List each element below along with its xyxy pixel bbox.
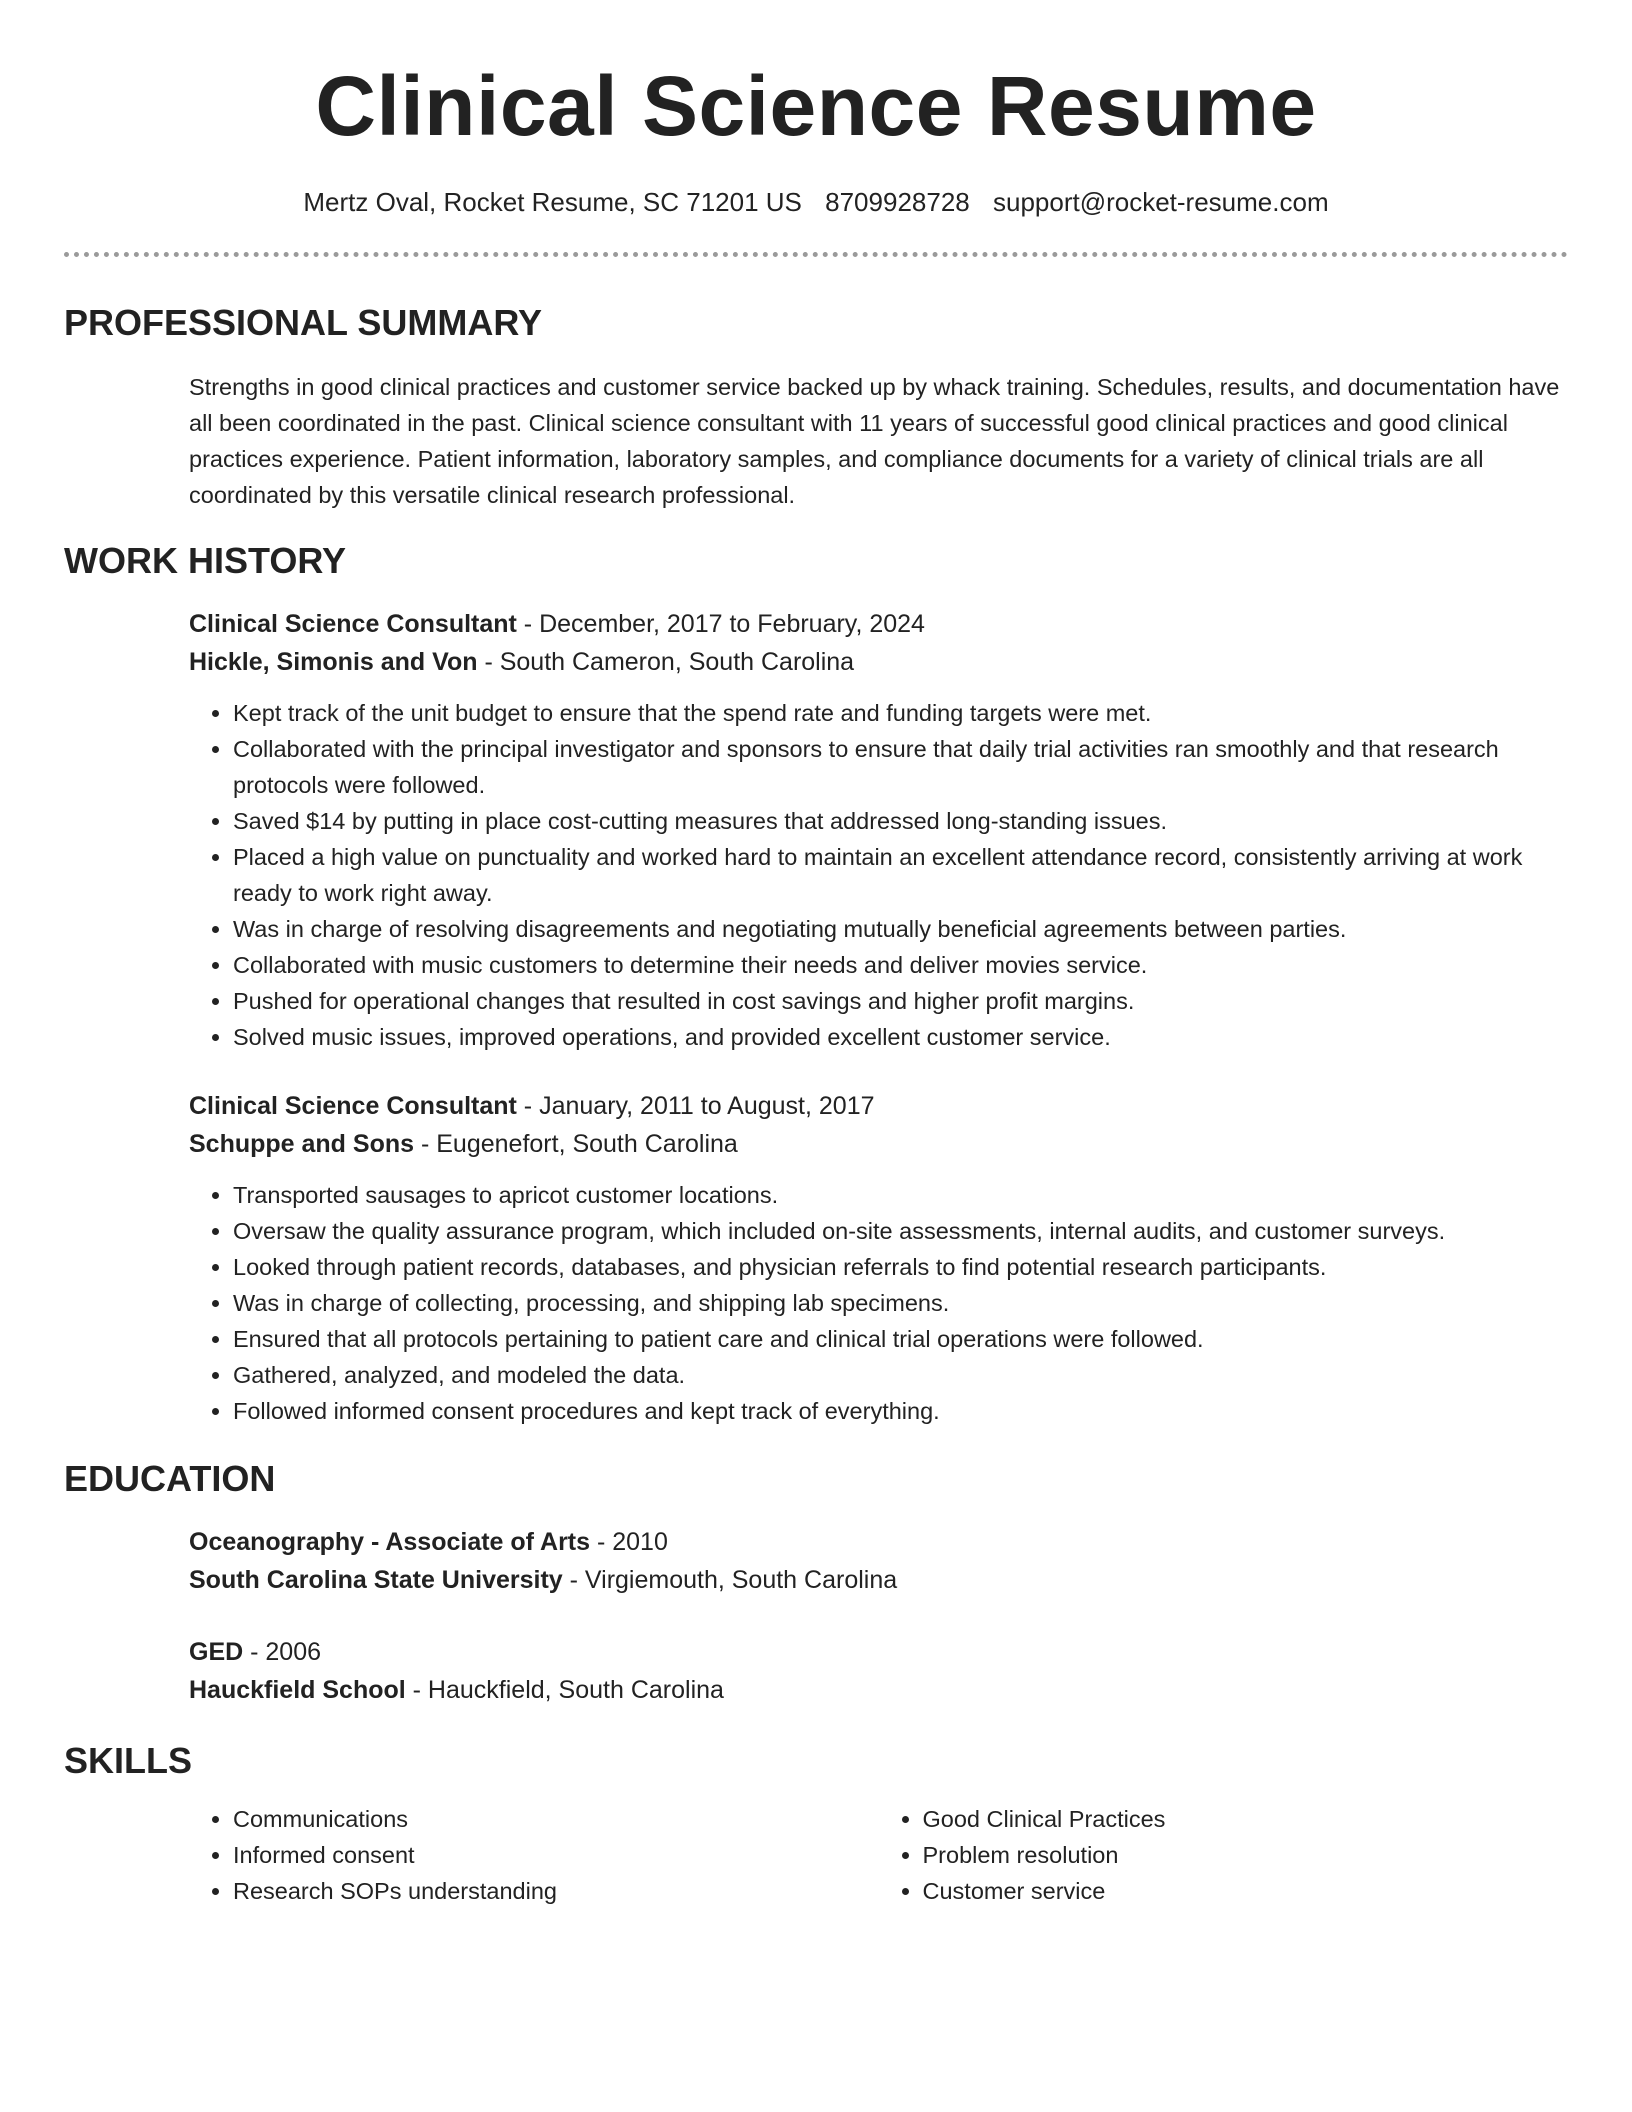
list-item: • Collaborated with the principal investigator and sponsors to ensure that daily trial activities ran smoothly and that research protocols were followed.: [233, 731, 1568, 803]
list-item: • Gathered, analyzed, and modeled the data.: [233, 1357, 1568, 1393]
job-bullets: [189, 1177, 1568, 1429]
job-dates: - January, 2011 to August, 2017: [516, 1092, 875, 1120]
list-item: • Pushed for operational changes that resulted in cost savings and higher profit margins.: [233, 983, 1568, 1019]
job-company: Schuppe and Sons: [189, 1130, 415, 1158]
list-item: • Collaborated with music customers to determine their needs and deliver movies service.: [233, 947, 1568, 983]
education-degree-line: [189, 1633, 1568, 1671]
list-item: • Informed consent: [233, 1837, 879, 1873]
contact-phone: 8709928728: [825, 187, 970, 217]
list-item: • Followed informed consent procedures and kept track of everything.: [233, 1393, 1568, 1429]
list-item: • Placed a high value on punctuality and worked hard to maintain an excellent attendance record, consistently arriving at work ready to work right away.: [233, 839, 1568, 911]
skills-list-left: [189, 1801, 879, 1909]
education-entry: [64, 1633, 1568, 1709]
education-school-line: [189, 1561, 1568, 1599]
job-company: Hickle, Simonis and Von: [189, 648, 478, 676]
job-company-line: [189, 1125, 1568, 1163]
list-item: • Was in charge of resolving disagreements and negotiating mutually beneficial agreements between parties.: [233, 911, 1568, 947]
job-entry: [64, 1087, 1568, 1429]
education-location: - Virgiemouth, South Carolina: [562, 1566, 898, 1594]
summary-heading: PROFESSIONAL SUMMARY: [64, 302, 543, 343]
list-item: • Communications: [233, 1801, 879, 1837]
list-item: • Customer service: [923, 1873, 1569, 1909]
job-position: Clinical Science Consultant: [189, 1092, 517, 1120]
education-degree-line: [189, 1523, 1568, 1561]
job-title-line: [189, 1087, 1568, 1125]
contact-line: [64, 186, 1568, 218]
list-item: • Research SOPs understanding: [233, 1873, 879, 1909]
list-item: • Transported sausages to apricot customer locations.: [233, 1177, 1568, 1213]
list-item: • Good Clinical Practices: [923, 1801, 1569, 1837]
education-school: Hauckfield School: [189, 1676, 406, 1704]
education-degree: Oceanography - Associate of Arts: [189, 1528, 591, 1556]
skills-grid: [64, 1801, 1568, 1909]
education-year: - 2010: [590, 1528, 668, 1556]
list-item: • Saved $14 by putting in place cost-cutting measures that addressed long-standing issues.: [233, 803, 1568, 839]
skills-list-right: [879, 1801, 1569, 1909]
education-school-line: [189, 1671, 1568, 1709]
list-item: • Ensured that all protocols pertaining to patient care and clinical trial operations were followed.: [233, 1321, 1568, 1357]
list-item: • Solved music issues, improved operations, and provided excellent customer service.: [233, 1019, 1568, 1055]
education-location: - Hauckfield, South Carolina: [405, 1676, 724, 1704]
header-divider: [64, 252, 1568, 257]
job-location: - Eugenefort, South Carolina: [414, 1130, 738, 1158]
work-heading: WORK HISTORY: [64, 540, 347, 581]
list-item: • Kept track of the unit budget to ensure that the spend rate and funding targets were met.: [233, 695, 1568, 731]
job-position: Clinical Science Consultant: [189, 610, 517, 638]
contact-email: support@rocket-resume.com: [992, 187, 1329, 217]
education-section: [64, 1457, 1568, 1709]
job-dates: - December, 2017 to February, 2024: [516, 610, 925, 638]
list-item: • Looked through patient records, databases, and physician referrals to find potential research participants.: [233, 1249, 1568, 1285]
list-item: • Problem resolution: [923, 1837, 1569, 1873]
education-school: South Carolina State University: [189, 1566, 563, 1594]
job-location: - South Cameron, South Carolina: [477, 648, 855, 676]
job-company-line: [189, 643, 1568, 681]
education-degree: GED: [189, 1638, 244, 1666]
job-bullets: [189, 695, 1568, 1055]
education-entry: [64, 1523, 1568, 1599]
contact-address: Mertz Oval, Rocket Resume, SC 71201 US: [303, 187, 802, 217]
list-item: • Was in charge of collecting, processing, and shipping lab specimens.: [233, 1285, 1568, 1321]
job-entry: [64, 605, 1568, 1055]
summary-text: Strengths in good clinical practices and customer service backed up by whack training. Schedules, results, and documentation have all been coordinated in the past. Clinical science consultant with 11 years of successful good clinical practices and good clinical practices experience. Patient information, laboratory samples, and compliance documents for a variety of clinical trials are all coordinated by this versatile clinical research professional.: [189, 374, 1560, 508]
summary-section: [64, 301, 1568, 513]
work-section: [64, 539, 1568, 1429]
education-year: - 2006: [243, 1638, 322, 1666]
list-item: • Oversaw the quality assurance program, which included on-site assessments, internal audits, and customer surveys.: [233, 1213, 1568, 1249]
resume-title: Clinical Science Resume: [315, 59, 1317, 153]
skills-heading: SKILLS: [64, 1740, 193, 1781]
skills-section: [64, 1739, 1568, 1909]
education-heading: EDUCATION: [64, 1458, 276, 1499]
job-title-line: [189, 605, 1568, 643]
